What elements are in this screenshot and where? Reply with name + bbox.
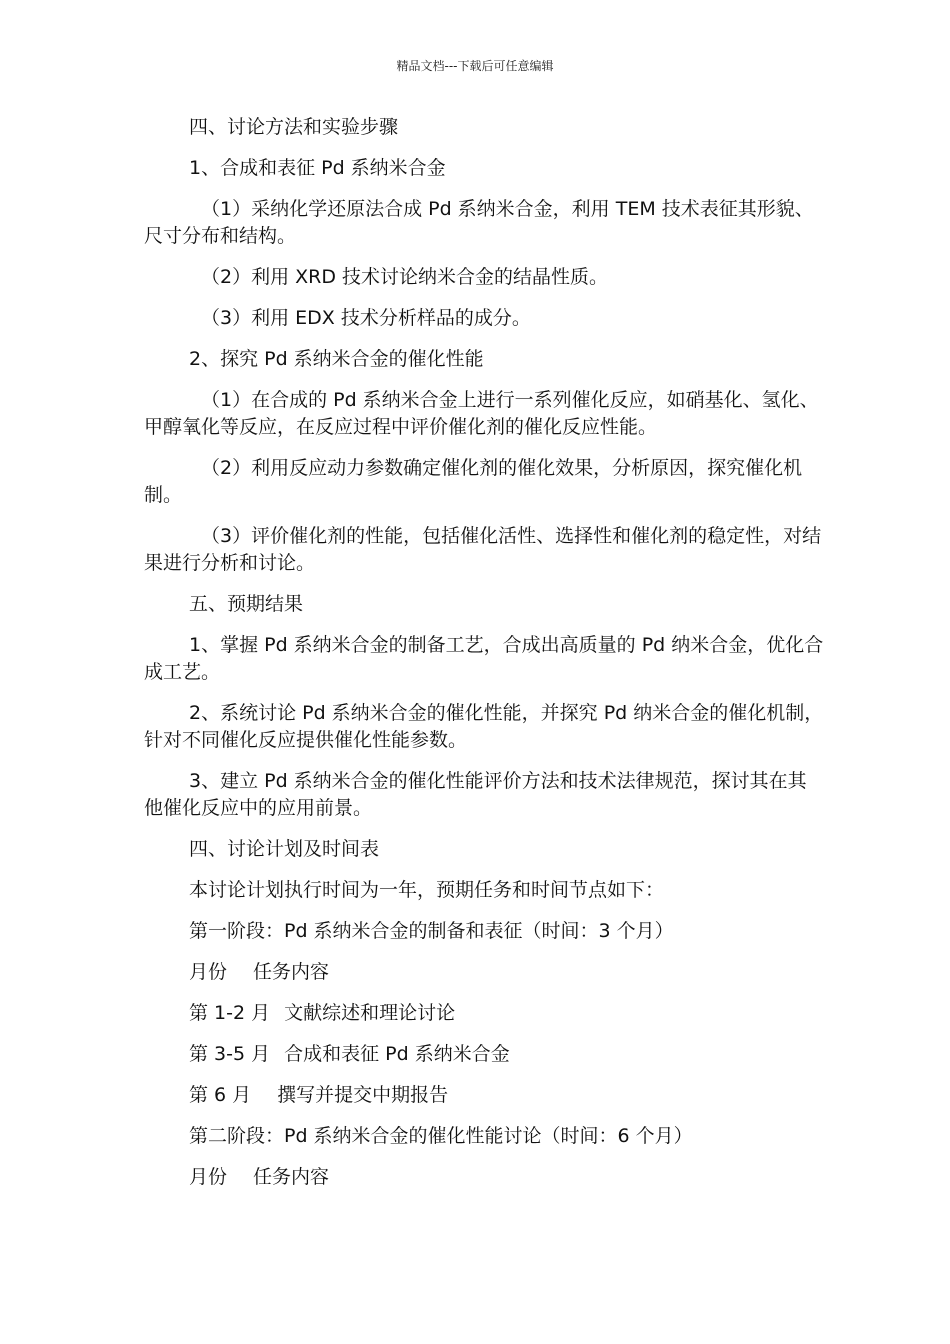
schedule-month: 第 6 月 bbox=[189, 1084, 252, 1106]
paragraph: 2、系统讨论 Pd 系纳米合金的催化性能，并探究 Pd 纳米合金的催化机制，针对不同催化反应提供催化性能参数。 bbox=[144, 702, 824, 751]
schedule-row bbox=[144, 1082, 824, 1109]
document-body bbox=[144, 114, 824, 1205]
paragraph: （3）评价催化剂的性能，包括催化活性、选择性和催化剂的稳定性，对结果进行分析和讨论。 bbox=[144, 525, 822, 574]
schedule-month: 月份 bbox=[189, 961, 228, 983]
paragraph: 四、讨论计划及时间表 bbox=[189, 838, 380, 860]
paragraph: 五、预期结果 bbox=[189, 593, 304, 615]
schedule-row bbox=[144, 959, 824, 986]
schedule-task: 合成和表征 Pd 系纳米合金 bbox=[284, 1043, 510, 1065]
schedule-month: 月份 bbox=[189, 1166, 228, 1188]
schedule-month: 第 1-2 月 bbox=[189, 1002, 271, 1024]
paragraph: （3）利用 EDX 技术分析样品的成分。 bbox=[201, 307, 531, 329]
schedule-month: 第 3-5 月 bbox=[189, 1043, 271, 1065]
schedule-task: 文献综述和理论讨论 bbox=[284, 1002, 456, 1024]
schedule-row bbox=[144, 1041, 824, 1068]
paragraph: 2、探究 Pd 系纳米合金的催化性能 bbox=[189, 348, 484, 370]
paragraph: 第一阶段：Pd 系纳米合金的制备和表征（时间：3 个月） bbox=[189, 920, 674, 942]
paragraph: 四、讨论方法和实验步骤 bbox=[189, 116, 399, 138]
schedule-row bbox=[144, 1164, 824, 1191]
paragraph: 本讨论计划执行时间为一年，预期任务和时间节点如下： bbox=[189, 879, 665, 901]
paragraph: 第二阶段：Pd 系纳米合金的催化性能讨论（时间：6 个月） bbox=[189, 1125, 693, 1147]
paragraph: 1、掌握 Pd 系纳米合金的制备工艺，合成出高质量的 Pd 纳米合金，优化合成工艺。 bbox=[144, 634, 824, 683]
paragraph: （1）采纳化学还原法合成 Pd 系纳米合金，利用 TEM 技术表征其形貌、尺寸分布和结构。 bbox=[144, 198, 814, 247]
schedule-task: 撰写并提交中期报告 bbox=[277, 1084, 449, 1106]
schedule-task: 任务内容 bbox=[253, 1166, 330, 1188]
page-header: 精品文档---下载后可任意编辑 bbox=[396, 59, 554, 73]
paragraph: （1）在合成的 Pd 系纳米合金上进行一系列催化反应，如硝基化、氢化、甲醇氧化等反应，在反应过程中评价催化剂的催化反应性能。 bbox=[144, 389, 819, 438]
paragraph: 1、合成和表征 Pd 系纳米合金 bbox=[189, 157, 446, 179]
schedule-task: 任务内容 bbox=[253, 961, 330, 983]
paragraph: （2）利用 XRD 技术讨论纳米合金的结晶性质。 bbox=[201, 266, 609, 288]
schedule-row bbox=[144, 1000, 824, 1027]
paragraph: 3、建立 Pd 系纳米合金的催化性能评价方法和技术法律规范，探讨其在其他催化反应中的应用前景。 bbox=[144, 770, 807, 819]
paragraph: （2）利用反应动力参数确定催化剂的催化效果，分析原因，探究催化机制。 bbox=[144, 457, 803, 506]
